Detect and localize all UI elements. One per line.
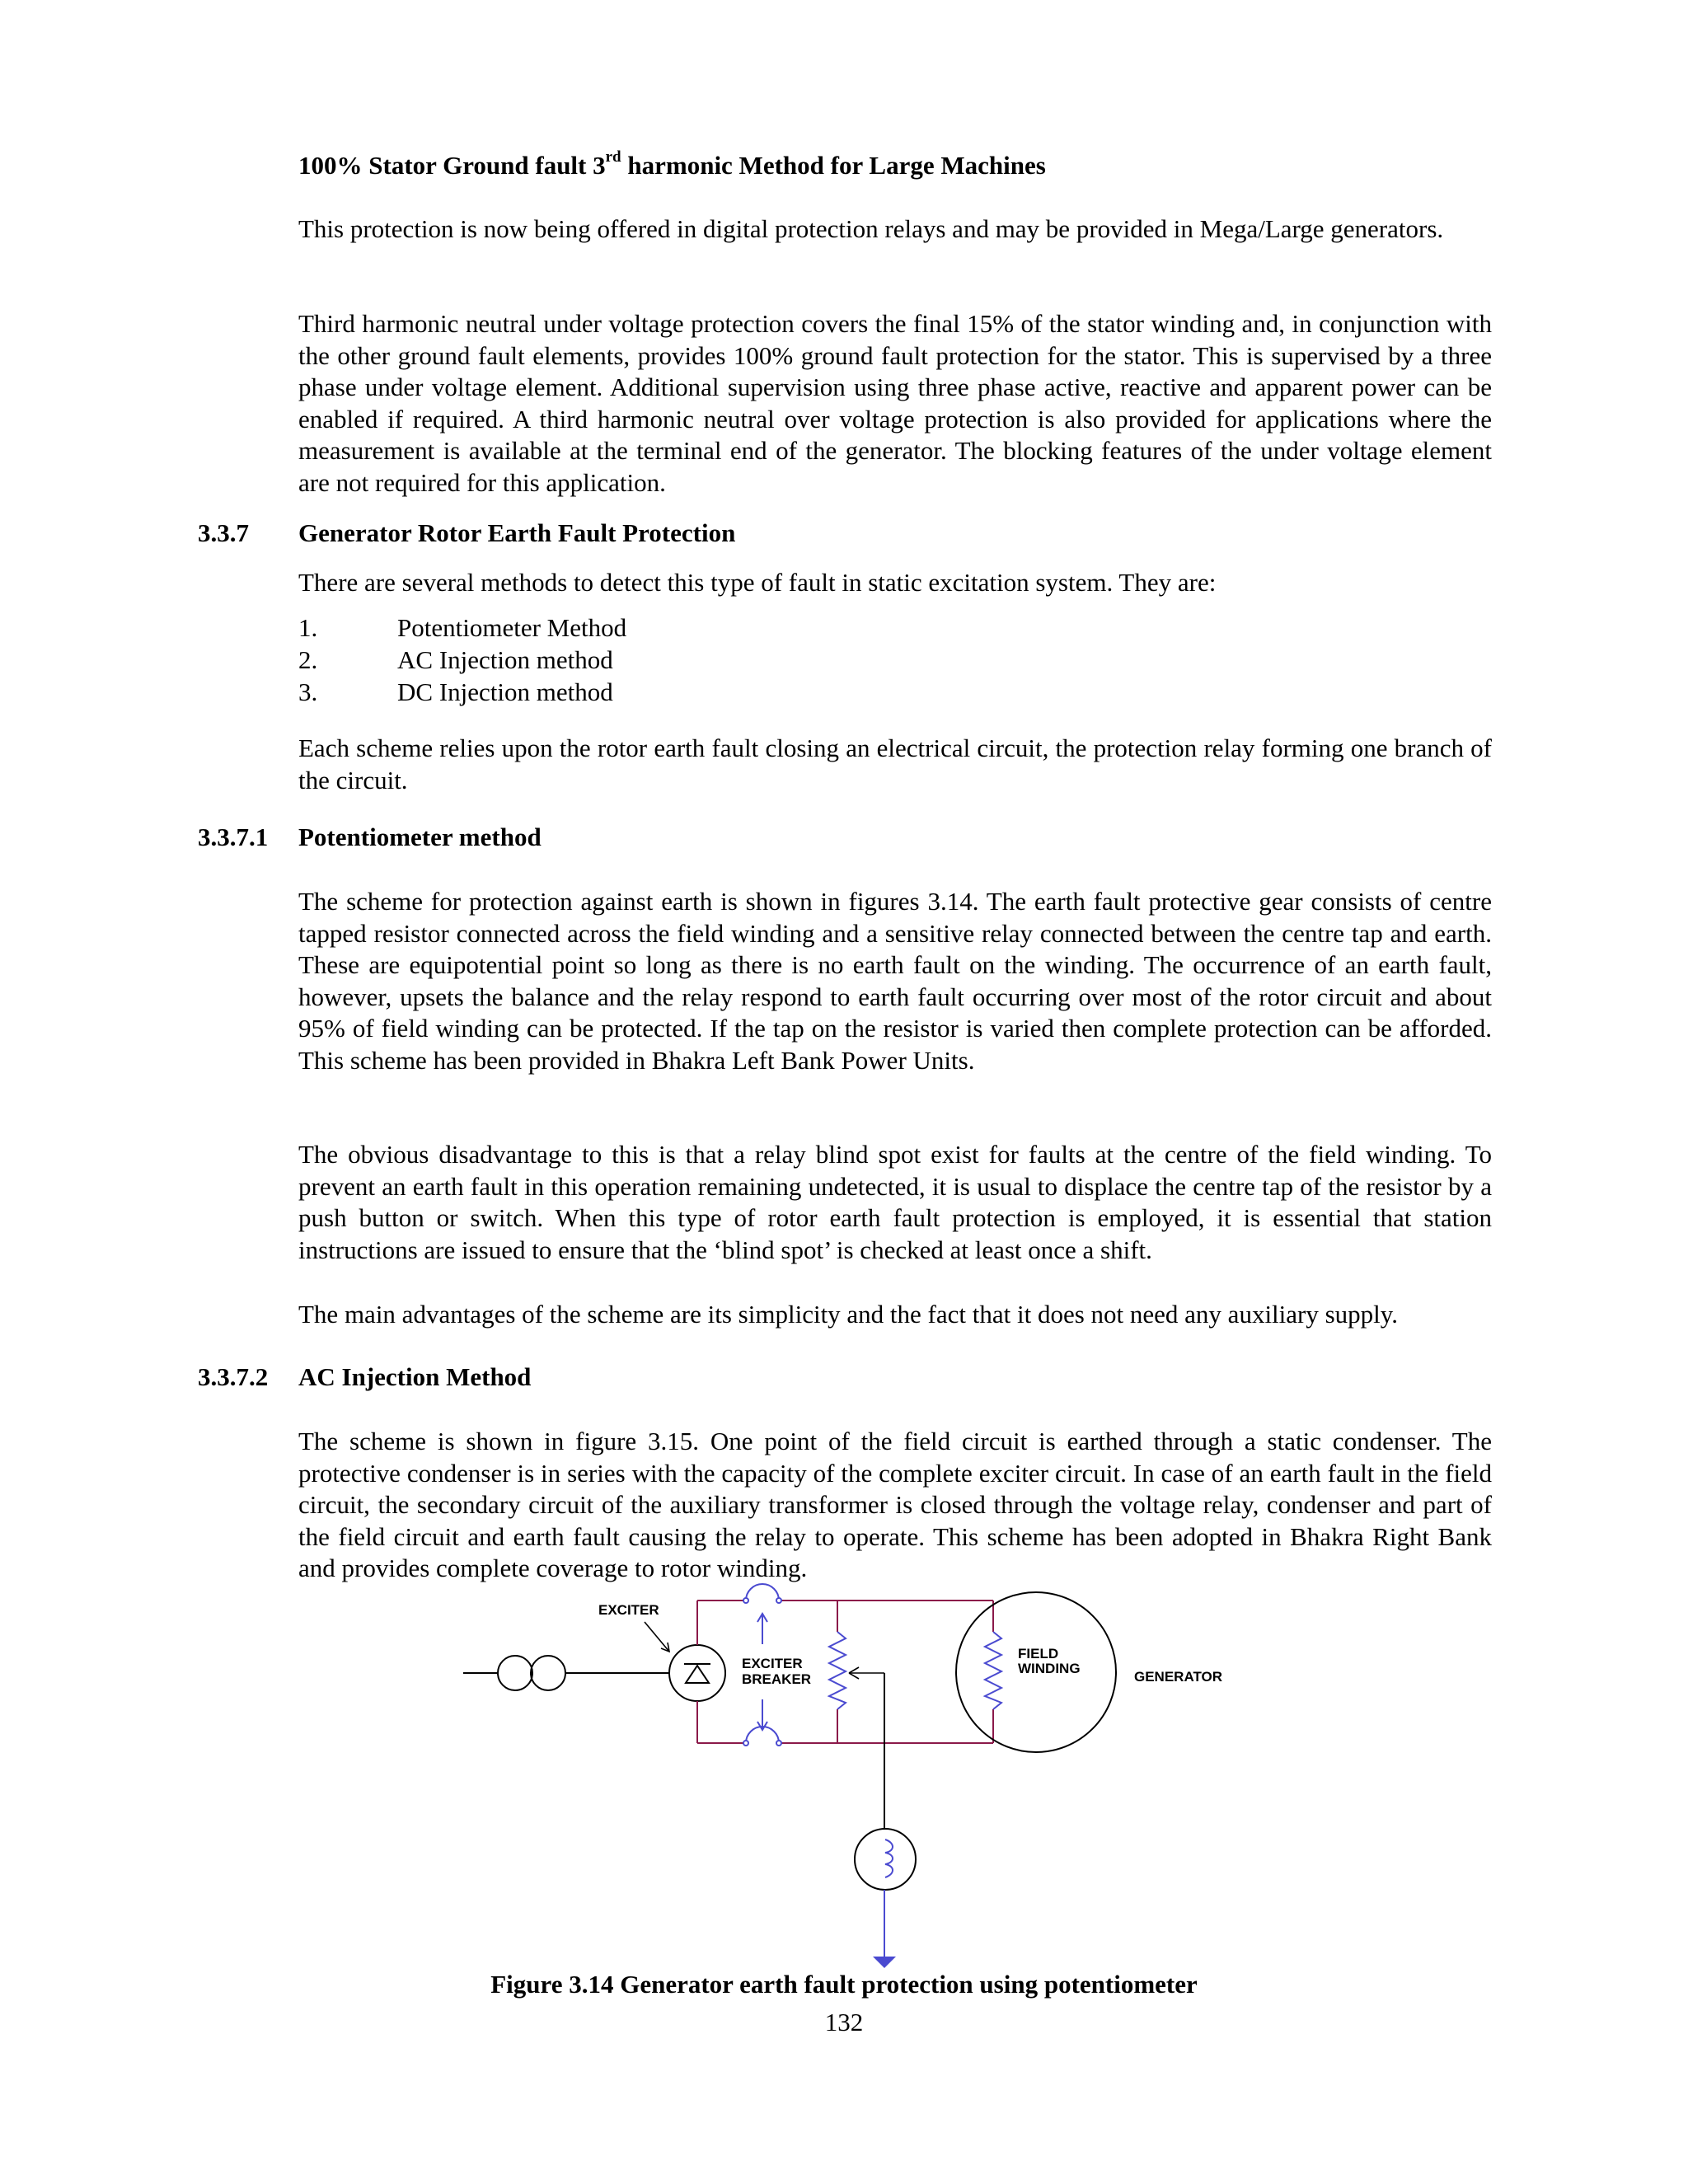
intro-paragraph: This protection is now being offered in digital protection relays and may be provided in Mega/Large generators. (298, 214, 1444, 243)
section-number-3-3-7: 3.3.7 (198, 518, 249, 547)
method-list-number: 2. (298, 645, 318, 674)
potentiometer-paragraph-3: The main advantages of the scheme are its simplicity and the fact that it does not need any auxiliary supply. (298, 1300, 1399, 1329)
field-winding-icon (985, 1632, 1001, 1709)
method-list-item: AC Injection method (397, 645, 613, 674)
exciter-pointer-arrow (645, 1622, 669, 1652)
section-title-3-3-7-1: Potentiometer method (298, 823, 542, 851)
method-list-number: 1. (298, 613, 318, 642)
potentiometer-paragraph-2: The obvious disadvantage to this is that a relay blind spot exist for faults at the centre of the field winding. To prevent an earth fault in this operation remaining undetected, it is usual to displace the centre tap of the resistor by a push button or switch. When this type of rotor earth fault protection is employed, it is essential that station instructions are issued to ensure that the ‘blind spot’ is checked at least once a shift. (298, 1140, 1492, 1264)
page-number: 132 (824, 2008, 864, 2036)
section-title-3-3-7-2: AC Injection Method (298, 1362, 532, 1391)
method-list-item: DC Injection method (397, 677, 613, 706)
potentiometer-paragraph-1: The scheme for protection against earth is shown in figures 3.14. The earth fault protective gear consists of centre tapped resistor connected across the field winding and a sensitive relay connected between the centre tap and earth. These are equipotential point so long as there is no earth fault on the winding. The occurrence of an earth fault, however, upsets the balance and the relay respond to earth fault occurring over most of the rotor circuit and about 95% of field winding can be protected. If the tap on the resistor is varied then complete protection can be afforded. This scheme has been provided in Bhakra Left Bank Power Units. (298, 887, 1492, 1075)
relay-coil-icon (855, 1829, 916, 1890)
section-number-3-3-7-2: 3.3.7.2 (198, 1362, 269, 1391)
main-heading-post: harmonic Method for Large Machines (621, 151, 1046, 180)
exciter-label: EXCITER (598, 1602, 659, 1618)
section-3-3-7-closing: Each scheme relies upon the rotor earth fault closing an electrical circuit, the protection relay forming one branch of the circuit. (298, 733, 1492, 794)
main-heading-sup: rd (605, 148, 621, 166)
method-list-number: 3. (298, 677, 318, 706)
generator-label: GENERATOR (1134, 1669, 1223, 1685)
earth-fault-circuit-diagram (445, 1574, 1253, 1978)
potentiometer-resistor-icon (829, 1632, 846, 1709)
section-3-3-7-intro: There are several methods to detect this type of fault in static excitation system. They are: (298, 568, 1217, 597)
breaker-label-line2: BREAKER (742, 1671, 812, 1687)
ac-injection-paragraph: The scheme is shown in figure 3.15. One point of the field circuit is earthed through a static condenser. The protective condenser is in series with the capacity of the complete exciter circuit. In case of an earth fault in the field circuit, the secondary circuit of the auxiliary transformer is closed through the voltage relay, condenser and part of the field circuit and earth fault causing the relay to operate. This scheme has been adopted in Bhakra Right Bank and provides complete coverage to rotor winding. (298, 1427, 1492, 1582)
field-winding-label-line2: WINDING (1018, 1661, 1081, 1676)
main-heading (298, 150, 1492, 182)
transformer-icon (498, 1656, 565, 1690)
main-heading-pre: 100% Stator Ground fault 3 (298, 151, 606, 180)
field-winding-label-line1: FIELD (1018, 1646, 1059, 1661)
third-harmonic-paragraph: Third harmonic neutral under voltage protection covers the final 15% of the stator winding and, in conjunction with the other ground fault elements, provides 100% ground fault protection for the stator. This is supervised by a three phase under voltage element. Additional supervision using three phase active, reactive and apparent power can be enabled if required. A third harmonic neutral over voltage protection is also provided for applications where the measurement is available at the terminal end of the generator. The blocking features of the under voltage element are not required for this application. (298, 309, 1492, 497)
section-number-3-3-7-1: 3.3.7.1 (198, 823, 269, 851)
breaker-label-line1: EXCITER (742, 1656, 803, 1671)
method-list-item: Potentiometer Method (397, 613, 627, 642)
figure-caption: Figure 3.14 Generator earth fault protection using potentiometer (490, 1970, 1198, 1999)
section-title-3-3-7: Generator Rotor Earth Fault Protection (298, 518, 736, 547)
earth-ground-icon (873, 1957, 896, 1968)
exciter-rectifier-icon (669, 1645, 725, 1701)
